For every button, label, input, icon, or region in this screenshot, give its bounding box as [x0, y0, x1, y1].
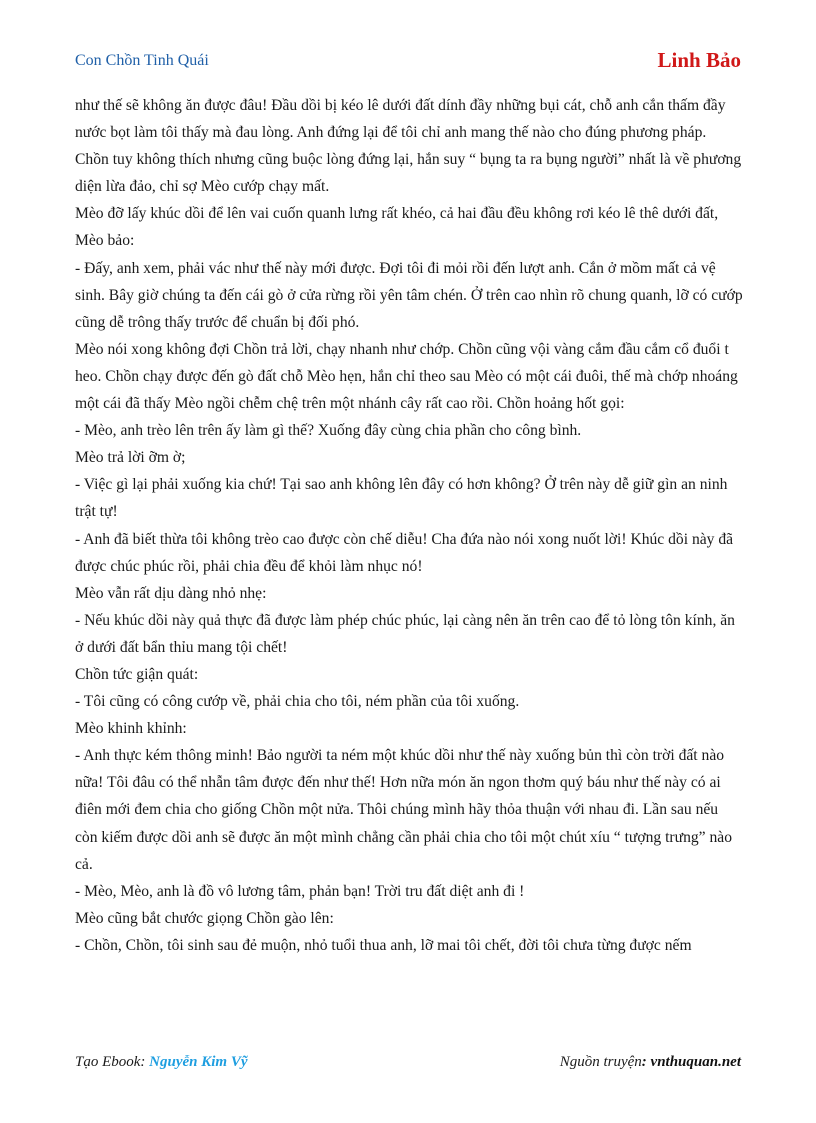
paragraph: - Anh đã biết thừa tôi không trèo cao được còn chế diễu! Cha đứa nào nói xong nuốt lời! Khúc dồi này đã được chúc phúc rồi, phải chia đều để khỏi làm nhục nó! [75, 530, 734, 575]
page-header [75, 48, 741, 78]
paragraph: - Mèo, Mèo, anh là đồ vô lương tâm, phản bạn! Trời tru đất diệt anh đi ! [75, 882, 525, 900]
ebook-separator: : [140, 1054, 150, 1070]
paragraph: Chồn tuy không thích nhưng cũng buộc lòng đứng lại, hắn suy “ bụng ta ra bụng người” nhất là về phương diện lừa đảo, chỉ sợ Mèo cướp chạy mất. [75, 151, 742, 196]
paragraph: - Chồn, Chồn, tôi sinh sau đẻ muộn, nhỏ tuổi thua anh, lỡ mai tôi chết, đời tôi chưa từng được nếm [75, 936, 692, 954]
paragraph: Mèo cũng bắt chước giọng Chồn gào lên: [75, 909, 334, 927]
paragraph: - Mèo, anh trèo lên trên ấy làm gì thế? Xuống đây cùng chia phần cho công bình. [75, 422, 582, 440]
paragraph: Mèo trả lời ỡm ờ; [75, 449, 186, 467]
ebook-creator-name: Nguyễn Kim Vỹ [149, 1054, 248, 1070]
story-text [75, 92, 743, 959]
paragraph: Chồn tức giận quát: [75, 665, 199, 683]
paragraph: - Tôi cũng có công cướp về, phải chia cho tôi, ném phần của tôi xuống. [75, 693, 520, 711]
ebook-credit [75, 1054, 248, 1071]
paragraph: - Đấy, anh xem, phải vác như thế này mới được. Đợi tôi đi mỏi rồi đến lượt anh. Cắn ở mồm mất cả vệ sinh. Bây giờ chúng ta đến cái gò ở cửa rừng rồi yên tâm chén. Ở trên cao nhìn rõ chung quanh, lỡ có cướp cũng dễ trông thấy trước để chuẩn bị đối phó. [75, 259, 743, 331]
paragraph: - Nếu khúc dồi này quả thực đã được làm phép chúc phúc, lại càng nên ăn trên cao để tỏ lòng tôn kính, ăn ở dưới đất bẩn thỉu mang tội chết! [75, 611, 735, 656]
source-separator: : [641, 1054, 651, 1070]
source-label: Nguồn truyện [559, 1054, 642, 1070]
book-title: Con Chồn Tinh Quái [75, 52, 209, 69]
author-name: Linh Bảo [657, 48, 741, 72]
paragraph: - Anh thực kém thông minh! Bảo người ta ném một khúc dồi như thế này xuống bủn thì còn trời đất nào nữa! Tôi đâu có thể nhẫn tâm được đến như thế! Hơn nữa món ăn ngon thơm quý báu như thế này có ai điên mới đem chia cho giống Chồn một nửa. Thôi chúng mình hãy thỏa thuận với nhau đi. Lần sau nếu còn kiếm được dồi anh sẽ được ăn một mình chẳng cần phải chia cho tôi một chút xíu “ tượng trưng” nào cả. [75, 747, 733, 873]
paragraph: Mèo khinh khỉnh: [75, 720, 187, 738]
ebook-label: Tạo Ebook [75, 1054, 141, 1070]
paragraph: như thế sẽ không ăn được đâu! Đầu dồi bị kéo lê dưới đất dính đầy những bụi cát, chỗ anh cắn thấm đầy nước bọt làm tôi thấy mà đau lòng. Anh đứng lại để tôi chỉ anh mang thế nào cho đúng phương pháp. [75, 97, 726, 142]
paragraph: - Việc gì lại phải xuống kia chứ! Tại sao anh không lên đây có hơn không? Ở trên này dễ giữ gìn an ninh trật tự! [75, 476, 728, 521]
source-site-link[interactable]: vnthuquan.net [650, 1054, 741, 1070]
page-footer [75, 1054, 741, 1078]
paragraph: Mèo vẫn rất dịu dàng nhỏ nhẹ: [75, 584, 267, 602]
paragraph: Mèo đỡ lấy khúc dồi để lên vai cuốn quanh lưng rất khéo, cả hai đầu đều không rơi kéo lê thê dưới đất, Mèo bảo: [75, 205, 719, 250]
paragraph: Mèo nói xong không đợi Chồn trả lời, chạy nhanh như chớp. Chồn cũng vội vàng cắm đầu cắm cổ đuổi t heo. Chồn chạy được đến gò đất chỗ Mèo hẹn, hắn chỉ theo sau Mèo có một cái đuôi, thế mà chớp nhoáng một cái đã thấy Mèo ngồi chễm chệ trên một nhánh cây rất cao rồi. Chồn hoảng hốt gọi: [75, 340, 738, 413]
source-credit [560, 1054, 741, 1071]
